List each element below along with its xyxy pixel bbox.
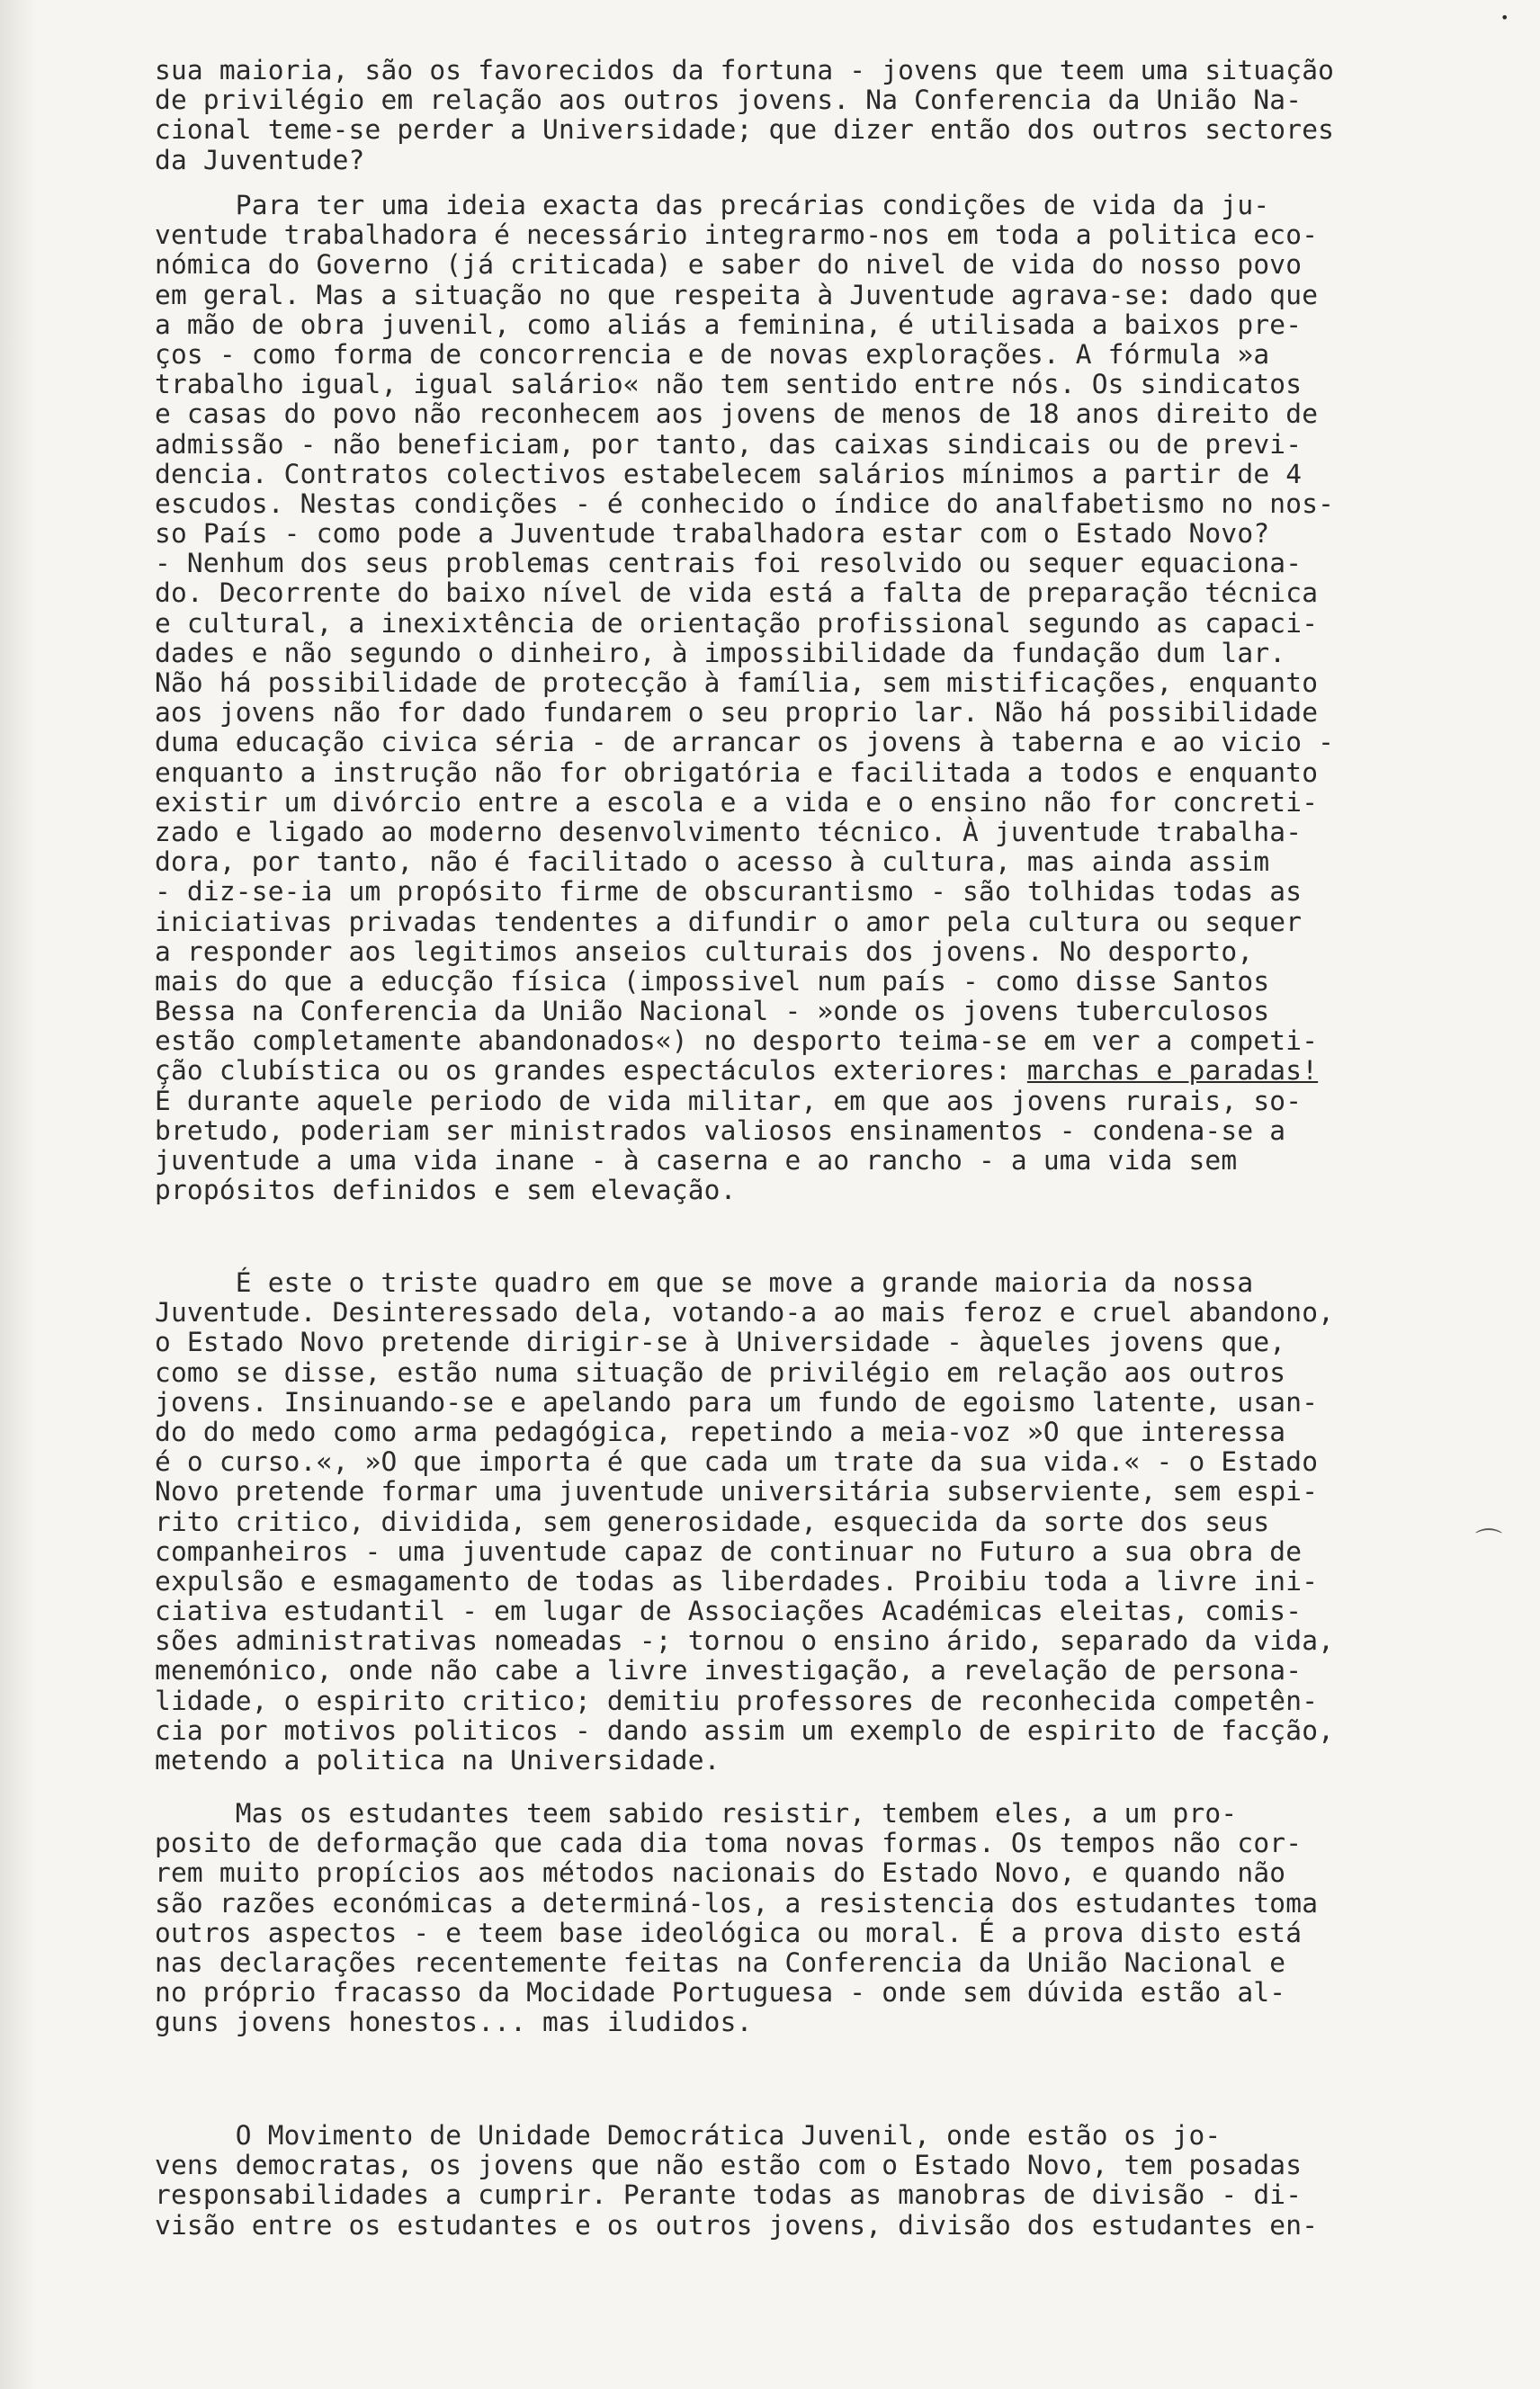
paragraph-3	[155, 1268, 1468, 1776]
text-line: rito critico, dividida, sem generosidade, esquecida da sorte dos seus	[155, 1506, 1270, 1537]
text-line: do. Decorrente do baixo nível de vida está a falta de preparação técnica	[155, 577, 1319, 609]
text-line: existir um divórcio entre a escola e a vida e o ensino não for concreti-	[155, 786, 1319, 818]
text-line: Juventude. Desinteressado dela, votando-a ao mais feroz e cruel abandono,	[155, 1297, 1335, 1329]
text-line: trabalho igual, igual salário« não tem sentido entre nós. Os sindicatos	[155, 369, 1303, 400]
text-line: dora, por tanto, não é facilitado o acesso à cultura, mas ainda assim	[155, 846, 1270, 878]
text-line: visão entre os estudantes e os outros jovens, divisão dos estudantes en-	[155, 2209, 1319, 2241]
text-line: da Juventude?	[155, 144, 365, 175]
text-line: de privilégio em relação aos outros jovens. Na Conferencia da União Na-	[155, 85, 1303, 116]
text-line: sões administrativas nomeadas -; tornou o ensino árido, separado da vida,	[155, 1625, 1335, 1657]
text-line: cia por motivos politicos - dando assim um exemplo de espirito de facção,	[155, 1714, 1335, 1746]
text-line: É durante aquele periodo de vida militar, em que aos jovens rurais, so-	[155, 1085, 1303, 1116]
text-line: como se disse, estão numa situação de privilégio em relação aos outros	[155, 1356, 1286, 1388]
underlined-phrase: marchas e paradas!	[1026, 1055, 1319, 1087]
text-line: rem muito propícios aos métodos nacionais do Estado Novo, e quando não	[155, 1857, 1286, 1889]
text-line: - diz-se-ia um propósito firme de obscurantismo - são tolhidas todas as	[155, 876, 1303, 908]
text-line: enquanto a instrução não for obrigatória e facilitada a todos e enquanto	[155, 756, 1319, 788]
text-line: - Nenhum dos seus problemas centrais foi resolvido ou sequer equaciona-	[155, 548, 1303, 579]
text-line: mais do que a educção física (impossivel num país - como disse Santos	[155, 965, 1270, 997]
text-line: nas declarações recentemente feitas na Conferencia da União Nacional e	[155, 1946, 1286, 1978]
text-line: menemónico, onde não cabe a livre investigação, a revelação de persona-	[155, 1655, 1303, 1687]
text-line: vens democratas, os jovens que não estão com o Estado Novo, tem posadas	[155, 2150, 1303, 2181]
text-line: ços - como forma de concorrencia e de novas explorações. A fórmula »a	[155, 338, 1270, 370]
text-line: Não há possibilidade de protecção à família, sem mistificações, enquanto	[155, 667, 1319, 698]
text-line: posito de deformação que cada dia toma novas formas. Os tempos não cor-	[155, 1828, 1303, 1859]
text-line: cional teme-se perder a Universidade; que dizer então dos outros sectores	[155, 114, 1335, 146]
text-line: metendo a politica na Universidade.	[155, 1745, 721, 1776]
text-line: outros aspectos - e teem base ideológica ou moral. É a prova disto está	[155, 1917, 1303, 1948]
text-line: é o curso.«, »O que importa é que cada um trate da sua vida.« - o Estado	[155, 1446, 1319, 1478]
paragraph-2	[155, 191, 1468, 1205]
text-line: e cultural, a inexixtência de orientação profissional segundo as capaci-	[155, 607, 1319, 639]
text-line: jovens. Insinuando-se e apelando para um fundo de egoismo latente, usan-	[155, 1386, 1319, 1418]
text-line: É este o triste quadro em que se move a grande maioria da nossa	[155, 1267, 1254, 1298]
text-line: o Estado Novo pretende dirigir-se à Universidade - àqueles jovens que,	[155, 1327, 1286, 1358]
text-line: do do medo como arma pedagógica, repetindo a meia-voz »O que interessa	[155, 1416, 1286, 1447]
text-line: Novo pretende formar uma juventude universitária subserviente, sem espi-	[155, 1476, 1319, 1508]
paragraph-4	[155, 1799, 1468, 2038]
text-line: admissão - não beneficiam, por tanto, das caixas sindicais ou de previ-	[155, 428, 1303, 460]
text-line: companheiros - uma juventude capaz de continuar no Futuro a sua obra de	[155, 1535, 1303, 1567]
text-line: sua maioria, são os favorecidos da fortuna - jovens que teem uma situação	[155, 55, 1335, 85]
text-line: expulsão e esmagamento de todas as liberdades. Proibiu toda a livre ini-	[155, 1565, 1319, 1597]
text-line: zado e ligado ao moderno desenvolvimento técnico. À juventude trabalha-	[155, 816, 1303, 847]
text-line: escudos. Nestas condições - é conhecido o índice do analfabetismo no nos-	[155, 488, 1335, 519]
text-line: ventude trabalhadora é necessário integrarmo-nos em toda a politica eco-	[155, 219, 1319, 251]
text-line: dencia. Contratos colectivos estabelecem salários mínimos a partir de 4	[155, 458, 1303, 489]
text-line: dades e não segundo o dinheiro, à impossibilidade da fundação dum lar.	[155, 637, 1286, 668]
text-line: juventude a uma vida inane - à caserna e ao rancho - a uma vida sem	[155, 1145, 1238, 1176]
text-line: no próprio fracasso da Mocidade Portuguesa - onde sem dúvida estão al-	[155, 1977, 1286, 2009]
scan-left-edge	[0, 0, 36, 2389]
text-line: são razões económicas a determiná-los, a resistencia dos estudantes toma	[155, 1887, 1319, 1919]
text-line: propósitos definidos e sem elevação.	[155, 1175, 737, 1206]
text-line: Mas os estudantes teem sabido resistir, tembem eles, a um pro-	[155, 1798, 1238, 1829]
text-line: Bessa na Conferencia da União Nacional - »onde os jovens tuberculosos	[155, 996, 1270, 1027]
text-line: O Movimento de Unidade Democrática Juvenil, onde estão os jo-	[155, 2120, 1222, 2151]
text-line: iniciativas privadas tendentes a difundir o amor pela cultura ou sequer	[155, 906, 1303, 937]
text-line: lidade, o espirito critico; demitiu professores de reconhecida competên-	[155, 1685, 1319, 1716]
text-line: estão completamente abandonados«) no desporto teima-se em ver a competi-	[155, 1025, 1319, 1057]
scan-dot: •	[1500, 9, 1509, 26]
text-line: duma educação civica séria - de arrancar os jovens à taberna e ao vicio -	[155, 727, 1335, 758]
text-line: guns jovens honestos... mas iludidos.	[155, 2007, 753, 2038]
text-line: Para ter uma ideia exacta das precárias condições de vida da ju-	[155, 190, 1270, 220]
text-line: em geral. Mas a situação no que respeita à Juventude agrava-se: dado que	[155, 279, 1319, 310]
text-line: ciativa estudantil - em lugar de Associações Académicas eleitas, comis-	[155, 1596, 1303, 1627]
paragraph-5	[155, 2121, 1468, 2241]
text-segment: ção clubística ou os grandes espectáculos exteriores:	[155, 1055, 1027, 1087]
text-line: a mão de obra juvenil, como aliás a feminina, é utilisada a baixos pre-	[155, 309, 1303, 340]
text-line: nómica do Governo (já criticada) e saber do nivel de vida do nosso povo	[155, 249, 1303, 281]
text-line: responsabilidades a cumprir. Perante todas as manobras de divisão - di-	[155, 2179, 1303, 2211]
paragraph-1	[155, 56, 1468, 175]
text-line: a responder aos legitimos anseios culturais dos jovens. No desporto,	[155, 935, 1254, 967]
text-line: aos jovens não for dado fundarem o seu proprio lar. Não há possibilidade	[155, 697, 1319, 729]
text-line: bretudo, poderiam ser ministrados valiosos ensinamentos - condena-se a	[155, 1114, 1286, 1146]
text-line	[155, 1056, 1468, 1086]
scan-artifact: ⌒	[1475, 1527, 1502, 1559]
text-line: so País - como pode a Juventude trabalhadora estar com o Estado Novo?	[155, 518, 1270, 550]
text-line: e casas do povo não reconhecem aos jovens de menos de 18 anos direito de	[155, 398, 1319, 430]
